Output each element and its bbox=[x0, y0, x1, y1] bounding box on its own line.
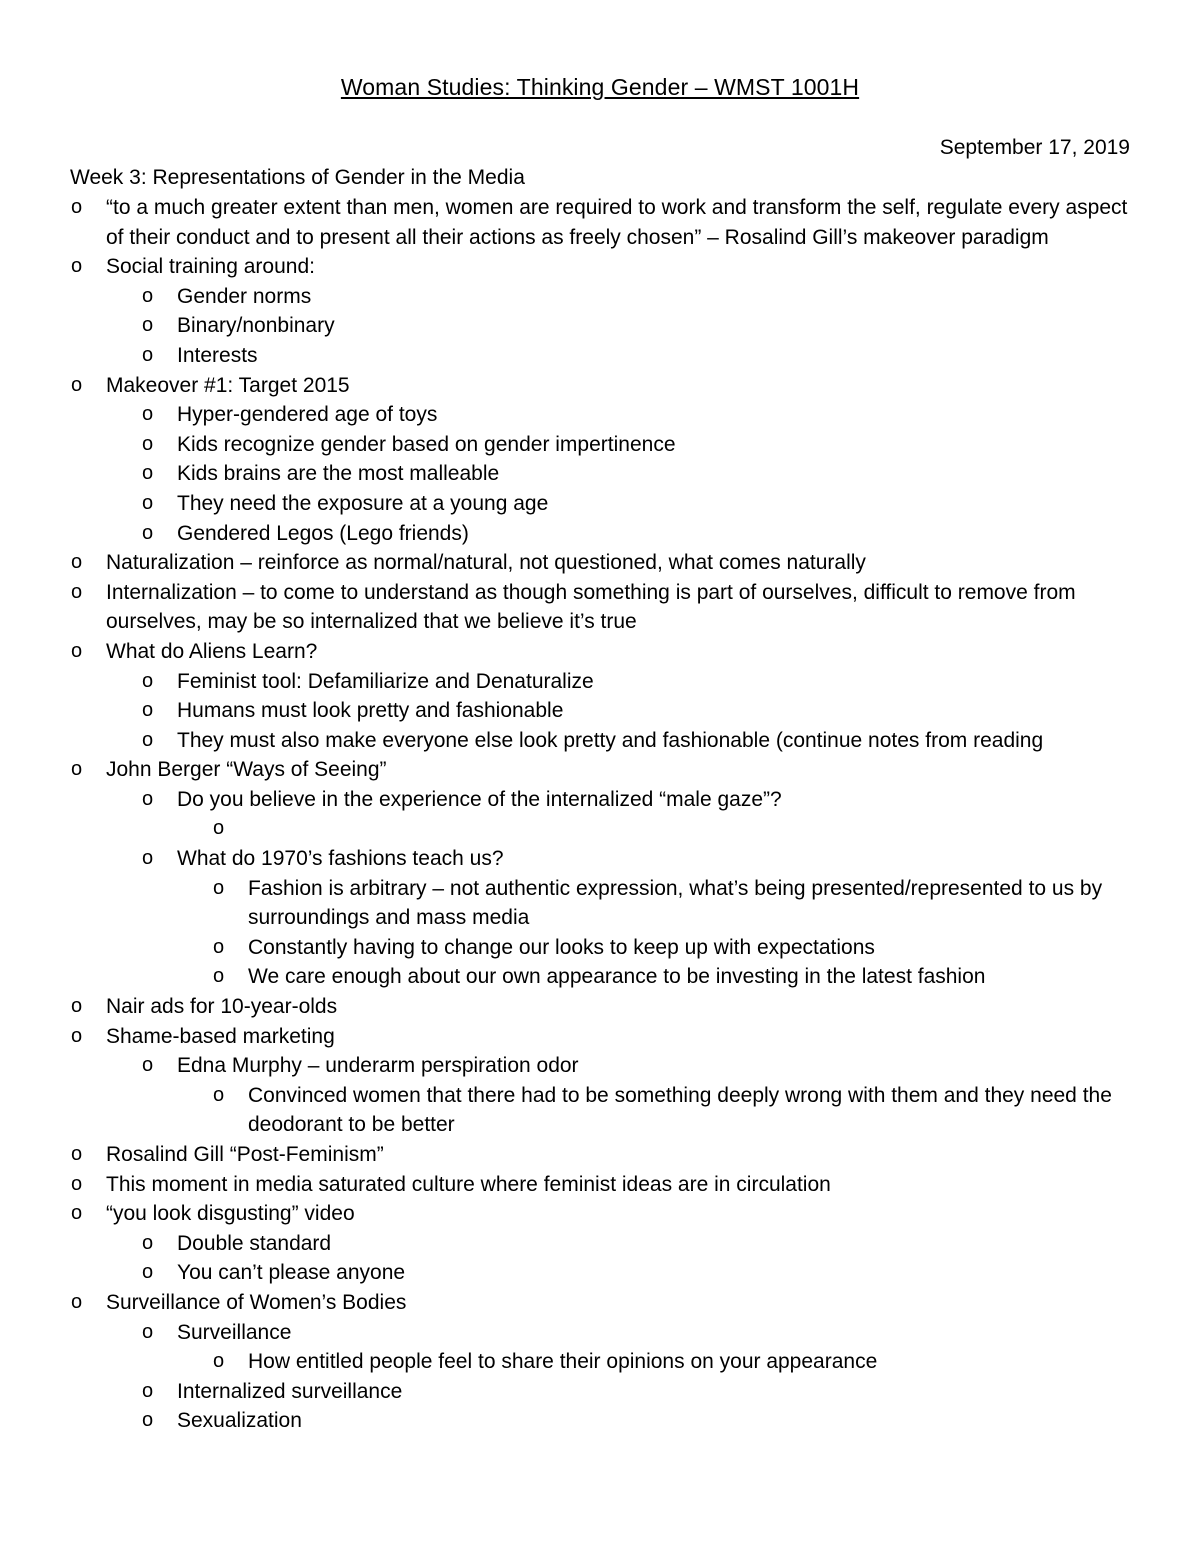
bullet-icon: o bbox=[71, 995, 83, 1018]
bullet-icon: o bbox=[71, 580, 83, 603]
list-item-text: Internalized surveillance bbox=[177, 1379, 403, 1403]
list-item-text: Convinced women that there had to be something deeply wrong with them and they need the deodorant to be better bbox=[248, 1083, 1112, 1137]
bullet-icon: o bbox=[71, 196, 83, 218]
list-item bbox=[70, 992, 1135, 1022]
bullet-icon: o bbox=[142, 403, 154, 426]
bullet-icon: o bbox=[213, 965, 225, 988]
bullet-icon: o bbox=[71, 551, 83, 574]
list-item bbox=[70, 341, 1135, 371]
list-item bbox=[70, 1318, 1135, 1348]
list-item-text: Kids recognize gender based on gender impertinence bbox=[177, 432, 676, 456]
list-item-text: What do Aliens Learn? bbox=[106, 639, 318, 663]
list-item bbox=[70, 1140, 1135, 1170]
bullet-icon: o bbox=[71, 1024, 83, 1047]
bullet-icon: o bbox=[142, 521, 154, 544]
bullet-icon: o bbox=[142, 491, 154, 514]
list-item bbox=[70, 874, 1135, 933]
list-item bbox=[70, 814, 1135, 844]
list-item-text: What do 1970’s fashions teach us? bbox=[177, 847, 504, 871]
bullet-icon: o bbox=[71, 758, 83, 781]
list-item bbox=[70, 1199, 1135, 1229]
list-item-text: Feminist tool: Defamiliarize and Denaturalize bbox=[177, 669, 594, 693]
list-item-text: Do you believe in the experience of the internalized “male gaze”? bbox=[177, 787, 782, 811]
list-item-text: Internalization – to come to understand as though something is part of ourselves, difficult to remove from ourselves, may be so internalized that we believe it’s true bbox=[106, 580, 1076, 634]
list-item-text: How entitled people feel to share their opinions on your appearance bbox=[248, 1350, 878, 1374]
list-item bbox=[70, 755, 1135, 785]
list-item bbox=[70, 1347, 1135, 1377]
list-item bbox=[70, 1229, 1135, 1259]
list-item-text: Surveillance bbox=[177, 1320, 292, 1344]
list-item bbox=[70, 548, 1135, 578]
list-item bbox=[70, 1081, 1135, 1140]
bullet-icon: o bbox=[71, 255, 83, 278]
list-item bbox=[70, 193, 1135, 252]
list-item-text: Gender norms bbox=[177, 284, 312, 308]
list-item bbox=[70, 1377, 1135, 1407]
list-item-text: Social training around: bbox=[106, 255, 315, 279]
list-item bbox=[70, 844, 1135, 874]
bullet-icon: o bbox=[142, 669, 154, 692]
bullet-icon: o bbox=[142, 787, 154, 810]
bullet-icon: o bbox=[142, 1231, 154, 1254]
list-item bbox=[70, 1170, 1135, 1200]
list-item bbox=[70, 637, 1135, 667]
bullet-icon: o bbox=[142, 699, 154, 722]
bullet-icon: o bbox=[142, 847, 154, 870]
bullet-icon: o bbox=[213, 876, 225, 899]
bullet-icon: o bbox=[71, 373, 83, 396]
bullet-icon: o bbox=[71, 1290, 83, 1313]
bullet-icon: o bbox=[142, 314, 154, 337]
list-item-text: Edna Murphy – underarm perspiration odor bbox=[177, 1054, 579, 1078]
list-item-text: Kids brains are the most malleable bbox=[177, 462, 500, 486]
list-item bbox=[70, 1406, 1135, 1436]
bullet-icon: o bbox=[142, 1054, 154, 1077]
list-item-text: Rosalind Gill “Post-Feminism” bbox=[106, 1143, 384, 1166]
bullet-icon: o bbox=[142, 1320, 154, 1343]
list-item bbox=[70, 726, 1135, 756]
bullet-icon: o bbox=[142, 1379, 154, 1402]
list-item bbox=[70, 1051, 1135, 1081]
list-item-text: Surveillance of Women’s Bodies bbox=[106, 1290, 407, 1314]
list-item-text: Naturalization – reinforce as normal/natural, not questioned, what comes naturally bbox=[106, 551, 866, 575]
list-item-text: Shame-based marketing bbox=[106, 1024, 335, 1048]
list-item-text: Constantly having to change our looks to keep up with expectations bbox=[248, 935, 875, 959]
bullet-icon: o bbox=[71, 639, 83, 662]
list-item bbox=[70, 1288, 1135, 1318]
section-heading: Week 3: Representations of Gender in the Media bbox=[70, 166, 525, 189]
list-item-text: Double standard bbox=[177, 1231, 332, 1255]
document-date: September 17, 2019 bbox=[939, 136, 1130, 159]
list-item bbox=[70, 252, 1135, 282]
list-item bbox=[70, 1258, 1135, 1288]
list-item-text: Fashion is arbitrary – not authentic expression, what’s being presented/represented to us by surroundings and mass media bbox=[248, 876, 1103, 930]
bullet-icon: o bbox=[142, 343, 154, 366]
list-item bbox=[70, 962, 1135, 992]
list-item-text: This moment in media saturated culture where feminist ideas are in circulation bbox=[106, 1172, 831, 1196]
bullet-icon: o bbox=[142, 1409, 154, 1432]
bullet-icon: o bbox=[213, 1350, 225, 1373]
list-item-text: Binary/nonbinary bbox=[177, 314, 335, 338]
bullet-icon: o bbox=[142, 462, 154, 485]
bullet-icon: o bbox=[71, 1172, 83, 1195]
bullet-icon: o bbox=[142, 284, 154, 307]
list-item bbox=[70, 430, 1135, 460]
list-item bbox=[70, 371, 1135, 401]
list-item-text: Gendered Legos (Lego friends) bbox=[177, 521, 469, 545]
list-item bbox=[70, 459, 1135, 489]
list-item bbox=[70, 400, 1135, 430]
list-item-text: “to a much greater extent than men, women are required to work and transform the self, regulate every aspect of their conduct and to present all their actions as freely chosen” – Rosalind Gill’s makeover paradigm bbox=[106, 196, 1128, 249]
list-item bbox=[70, 785, 1135, 815]
list-item-text: Interests bbox=[177, 343, 258, 367]
list-item-text: We care enough about our own appearance to be investing in the latest fashion bbox=[248, 965, 986, 989]
bullet-icon: o bbox=[71, 1202, 83, 1225]
list-item bbox=[70, 667, 1135, 697]
bullet-icon: o bbox=[71, 1143, 83, 1165]
list-item bbox=[70, 519, 1135, 549]
list-item-text: They must also make everyone else look pretty and fashionable (continue notes from reading bbox=[177, 728, 1044, 752]
list-item bbox=[70, 933, 1135, 963]
bullet-icon: o bbox=[142, 432, 154, 455]
list-item-text: Nair ads for 10-year-olds bbox=[106, 995, 338, 1019]
bullet-icon: o bbox=[142, 728, 154, 751]
list-item-text: You can’t please anyone bbox=[177, 1261, 406, 1285]
list-item bbox=[70, 282, 1135, 312]
list-item-text: Sexualization bbox=[177, 1409, 302, 1433]
list-item bbox=[70, 1022, 1135, 1052]
list-item-text: John Berger “Ways of Seeing” bbox=[106, 758, 387, 782]
bullet-icon: o bbox=[213, 935, 225, 958]
list-item-text: “you look disgusting” video bbox=[106, 1202, 355, 1226]
list-item bbox=[70, 489, 1135, 519]
list-item bbox=[70, 311, 1135, 341]
list-item bbox=[70, 696, 1135, 726]
list-item-text: Makeover #1: Target 2015 bbox=[106, 373, 350, 397]
list-item-text: They need the exposure at a young age bbox=[177, 491, 549, 515]
list-item-text: Humans must look pretty and fashionable bbox=[177, 699, 564, 723]
bullet-icon: o bbox=[213, 1083, 225, 1106]
list-item-text: Hyper-gendered age of toys bbox=[177, 403, 438, 427]
bullet-icon: o bbox=[142, 1261, 154, 1284]
notes-list bbox=[70, 163, 1135, 1436]
bullet-list bbox=[70, 193, 1135, 1436]
document-title: Woman Studies: Thinking Gender – WMST 1001H bbox=[340, 74, 860, 100]
bullet-icon: o bbox=[213, 817, 225, 840]
list-item bbox=[70, 578, 1135, 637]
